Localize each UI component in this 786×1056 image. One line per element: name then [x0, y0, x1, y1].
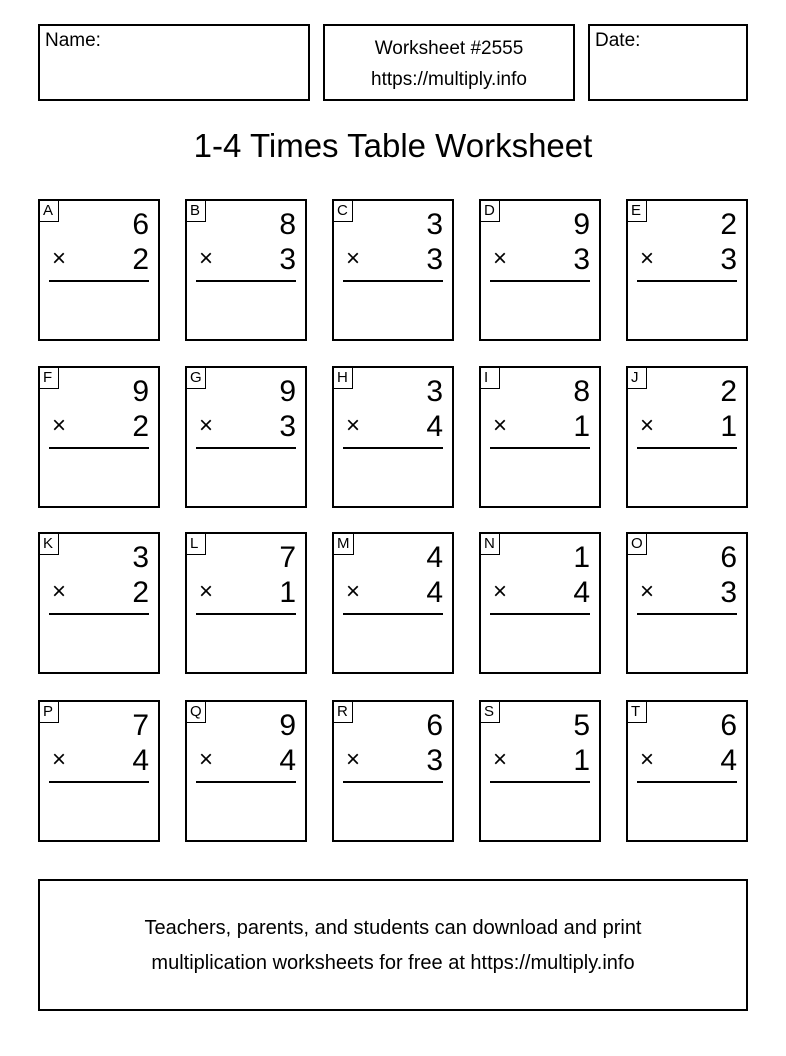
answer-line: [490, 781, 590, 783]
answer-line: [196, 613, 296, 615]
multiply-sign: ×: [640, 578, 655, 605]
problem-label: M: [333, 533, 354, 555]
multiply-sign: ×: [346, 578, 361, 605]
problem-bottom-number: 3: [720, 576, 737, 609]
problem-card: [38, 199, 160, 341]
multiply-sign: ×: [640, 245, 655, 272]
answer-line: [490, 613, 590, 615]
problem-card: [626, 532, 748, 674]
problem-bottom-number: 2: [132, 410, 149, 443]
answer-line: [343, 447, 443, 449]
answer-line: [49, 613, 149, 615]
problem-top-number: 6: [132, 208, 149, 241]
answer-line: [637, 447, 737, 449]
problem-top-number: 9: [279, 375, 296, 408]
problem-bottom-number: 1: [573, 744, 590, 777]
problem-top-number: 5: [573, 709, 590, 742]
problem-top-number: 6: [426, 709, 443, 742]
multiply-sign: ×: [346, 412, 361, 439]
problem-top-number: 4: [426, 541, 443, 574]
problem-label: R: [333, 701, 353, 723]
problem-bottom-number: 4: [720, 744, 737, 777]
multiply-sign: ×: [493, 412, 508, 439]
problem-label: G: [186, 367, 206, 389]
problem-card: [38, 700, 160, 842]
problem-label: F: [39, 367, 59, 389]
problem-bottom-number: 3: [279, 243, 296, 276]
problem-bottom-number: 3: [426, 243, 443, 276]
problem-bottom-number: 1: [720, 410, 737, 443]
answer-line: [343, 781, 443, 783]
footer-line-2: multiplication worksheets for free at https://multiply.info: [151, 952, 635, 974]
problem-top-number: 2: [720, 208, 737, 241]
answer-line: [343, 280, 443, 282]
multiply-sign: ×: [493, 578, 508, 605]
problem-label: N: [480, 533, 500, 555]
answer-line: [343, 613, 443, 615]
date-box: [588, 24, 748, 101]
problem-top-number: 3: [426, 375, 443, 408]
footer-box: [38, 879, 748, 1011]
problem-top-number: 9: [279, 709, 296, 742]
problem-top-number: 6: [720, 541, 737, 574]
problem-card: [626, 199, 748, 341]
page-title: 1-4 Times Table Worksheet: [193, 127, 593, 164]
problem-top-number: 3: [132, 541, 149, 574]
problem-label: D: [480, 200, 500, 222]
problem-label: K: [39, 533, 59, 555]
multiply-sign: ×: [640, 412, 655, 439]
problem-top-number: 9: [573, 208, 590, 241]
problem-bottom-number: 3: [720, 243, 737, 276]
worksheet-url: https://multiply.info: [371, 69, 527, 90]
problem-label: T: [627, 701, 647, 723]
problem-bottom-number: 4: [426, 576, 443, 609]
problem-card: [332, 366, 454, 508]
answer-line: [196, 447, 296, 449]
answer-line: [49, 781, 149, 783]
problem-bottom-number: 3: [573, 243, 590, 276]
problem-card: [185, 532, 307, 674]
problem-top-number: 3: [426, 208, 443, 241]
multiply-sign: ×: [640, 746, 655, 773]
problem-card: [479, 366, 601, 508]
problem-label: Q: [186, 701, 206, 723]
answer-line: [637, 613, 737, 615]
answer-line: [490, 447, 590, 449]
multiply-sign: ×: [199, 578, 214, 605]
problem-label: B: [186, 200, 206, 222]
multiply-sign: ×: [199, 746, 214, 773]
multiply-sign: ×: [346, 746, 361, 773]
problem-top-number: 9: [132, 375, 149, 408]
multiply-sign: ×: [346, 245, 361, 272]
date-label: Date:: [595, 30, 641, 51]
problem-label: I: [480, 367, 500, 389]
worksheet-number: Worksheet #2555: [374, 38, 524, 59]
problem-card: [185, 700, 307, 842]
problem-top-number: 7: [279, 541, 296, 574]
name-label: Name:: [45, 30, 101, 51]
problem-card: [38, 532, 160, 674]
answer-line: [49, 447, 149, 449]
multiply-sign: ×: [199, 412, 214, 439]
problem-bottom-number: 1: [279, 576, 296, 609]
problem-bottom-number: 2: [132, 576, 149, 609]
problem-label: J: [627, 367, 647, 389]
problem-card: [626, 366, 748, 508]
multiply-sign: ×: [493, 245, 508, 272]
problem-top-number: 7: [132, 709, 149, 742]
problem-label: O: [627, 533, 647, 555]
problem-label: A: [39, 200, 59, 222]
problem-bottom-number: 4: [426, 410, 443, 443]
problem-label: H: [333, 367, 353, 389]
footer-line-1: Teachers, parents, and students can download and print: [144, 917, 642, 939]
problem-card: [332, 199, 454, 341]
problem-label: C: [333, 200, 353, 222]
problem-top-number: 2: [720, 375, 737, 408]
problem-label: E: [627, 200, 647, 222]
problem-bottom-number: 3: [279, 410, 296, 443]
worksheet-info-box: [323, 24, 575, 101]
multiply-sign: ×: [52, 578, 67, 605]
problem-top-number: 1: [573, 541, 590, 574]
answer-line: [196, 280, 296, 282]
problem-label: L: [186, 533, 206, 555]
problem-bottom-number: 4: [132, 744, 149, 777]
problem-label: P: [39, 701, 59, 723]
problem-card: [479, 700, 601, 842]
multiply-sign: ×: [493, 746, 508, 773]
problem-top-number: 8: [279, 208, 296, 241]
problem-card: [185, 366, 307, 508]
problem-card: [626, 700, 748, 842]
problem-card: [185, 199, 307, 341]
problem-bottom-number: 1: [573, 410, 590, 443]
problem-card: [479, 532, 601, 674]
multiply-sign: ×: [199, 245, 214, 272]
answer-line: [490, 280, 590, 282]
problem-bottom-number: 3: [426, 744, 443, 777]
answer-line: [637, 280, 737, 282]
problem-top-number: 6: [720, 709, 737, 742]
answer-line: [637, 781, 737, 783]
multiply-sign: ×: [52, 746, 67, 773]
problem-bottom-number: 4: [573, 576, 590, 609]
name-box: [38, 24, 310, 101]
multiply-sign: ×: [52, 245, 67, 272]
problem-bottom-number: 4: [279, 744, 296, 777]
problem-card: [38, 366, 160, 508]
problem-card: [332, 532, 454, 674]
answer-line: [49, 280, 149, 282]
problem-bottom-number: 2: [132, 243, 149, 276]
multiply-sign: ×: [52, 412, 67, 439]
problem-label: S: [480, 701, 500, 723]
problem-top-number: 8: [573, 375, 590, 408]
problem-card: [332, 700, 454, 842]
answer-line: [196, 781, 296, 783]
problem-card: [479, 199, 601, 341]
